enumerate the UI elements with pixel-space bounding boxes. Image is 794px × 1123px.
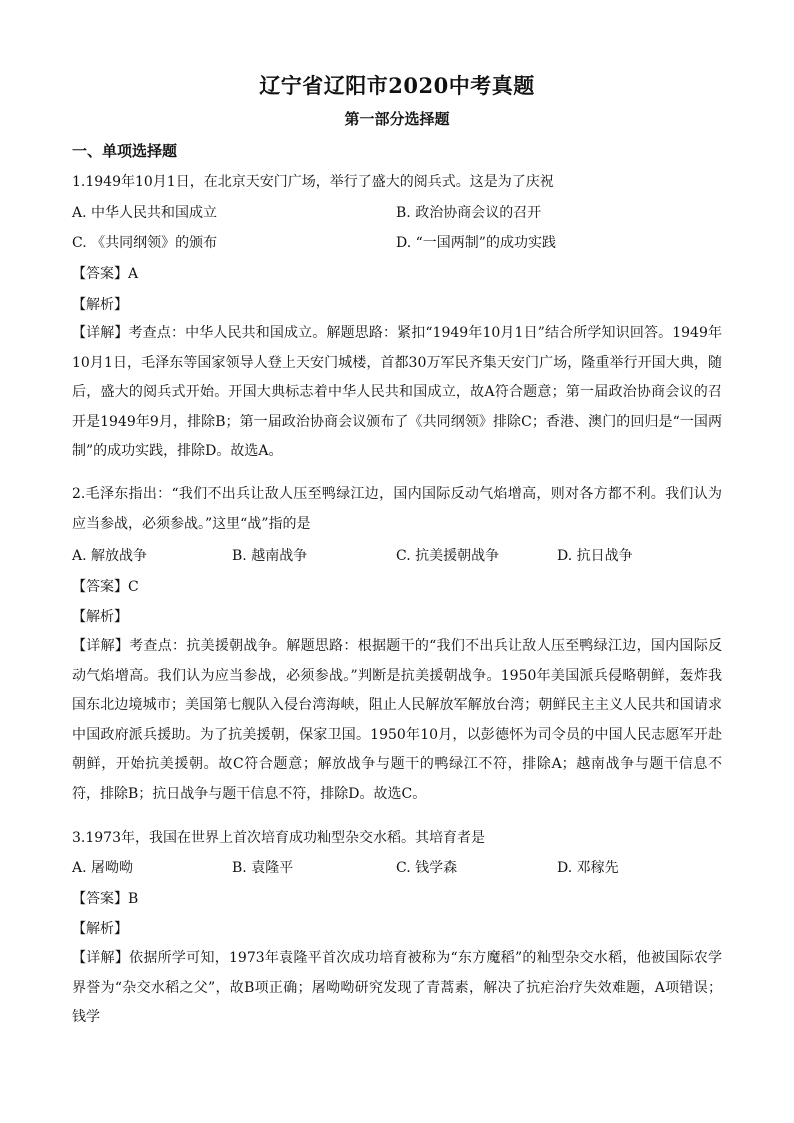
question-1-option-c: C. 《共同纲领》的颁布 bbox=[72, 235, 218, 251]
question-2-answer: 【答案】C bbox=[72, 579, 139, 595]
question-3-detail: 【详解】依据所学可知，1973年袁隆平首次成功培育被称为“东方魔稻”的籼型杂交水稻，他被国际农学界誉为“杂交水稻之父”，故B项正确；屠呦呦研究发现了青蒿素，解决了抗疟治疗失效难题，A项错误；钱学 bbox=[72, 950, 722, 1025]
question-3-analysis-label: 【解析】 bbox=[72, 921, 128, 937]
question-1-analysis-label: 【解析】 bbox=[72, 297, 128, 313]
question-1-option-d: D. “一国两制”的成功实践 bbox=[396, 235, 556, 251]
question-1-option-a: A. 中华人民共和国成立 bbox=[72, 205, 218, 221]
question-2-option-c: C. 抗美援朝战争 bbox=[396, 548, 500, 564]
section-heading: 一、单项选择题 bbox=[72, 142, 178, 160]
question-2-detail: 【详解】考查点：抗美援朝战争。解题思路：根据题干的“我们不出兵让敌人压至鸭绿江边，国内国际反动气焰增高。我们认为应当参战，必须参战。”判断是抗美援朝战争。1950年美国派兵侵略朝鲜，轰炸我国东北边境城市；美国第七舰队入侵台湾海峡，阻止人民解放军解放台湾；朝鲜民主主义人民共和国请求中国政府派兵援助。为了抗美援朝，保家卫国。1950年10月，以彭德怀为司令员的中国人民志愿军开赴朝鲜，开始抗美援朝。故C符合题意；解放战争与题干的鸭绿江不符，排除A；越南战争与题干信息不符，排除B；抗日战争与题干信息不符，排除D。故选C。 bbox=[72, 638, 722, 802]
question-3-answer: 【答案】B bbox=[72, 891, 139, 907]
question-2-stem: 2.毛泽东指出：“我们不出兵让敌人压至鸭绿江边，国内国际反动气焰增高，则对各方都不利。我们认为应当参战，必须参战。”这里“战”指的是 bbox=[72, 486, 722, 532]
question-2-option-b: B. 越南战争 bbox=[232, 548, 308, 564]
question-1-answer: 【答案】A bbox=[72, 266, 139, 282]
question-3-stem: 3.1973年，我国在世界上首次培育成功籼型杂交水稻。其培育者是 bbox=[72, 830, 485, 846]
question-2-option-a: A. 解放战争 bbox=[72, 548, 148, 564]
part-heading: 第一部分选择题 bbox=[344, 110, 450, 128]
question-2-option-d: D. 抗日战争 bbox=[557, 548, 633, 564]
question-2-analysis-label: 【解析】 bbox=[72, 609, 128, 625]
question-1-stem: 1.1949年10月1日，在北京天安门广场，举行了盛大的阅兵式。这是为了庆祝 bbox=[72, 174, 554, 190]
document-title: 辽宁省辽阳市2020中考真题 bbox=[259, 73, 535, 98]
question-1-option-b: B. 政治协商会议的召开 bbox=[396, 205, 542, 221]
question-1-detail: 【详解】考查点：中华人民共和国成立。解题思路：紧扣“1949年10月1日”结合所学知识回答。1949年10月1日，毛泽东等国家领导人登上天安门城楼，首都30万军民齐集天安门广场，隆重举行开国大典，随后，盛大的阅兵式开始。开国大典标志着中华人民共和国成立，故A符合题意；第一届政治协商会议的召开是1949年9月，排除B；第一届政治协商会议颁布了《共同纲领》排除C；香港、澳门的回归是“一国两制”的成功实践，排除D。故选A。 bbox=[72, 325, 722, 459]
question-3-option-a: A. 屠呦呦 bbox=[72, 860, 134, 876]
question-3-option-c: C. 钱学森 bbox=[396, 860, 458, 876]
question-3-option-d: D. 邓稼先 bbox=[557, 860, 619, 876]
question-3-option-b: B. 袁隆平 bbox=[232, 860, 294, 876]
